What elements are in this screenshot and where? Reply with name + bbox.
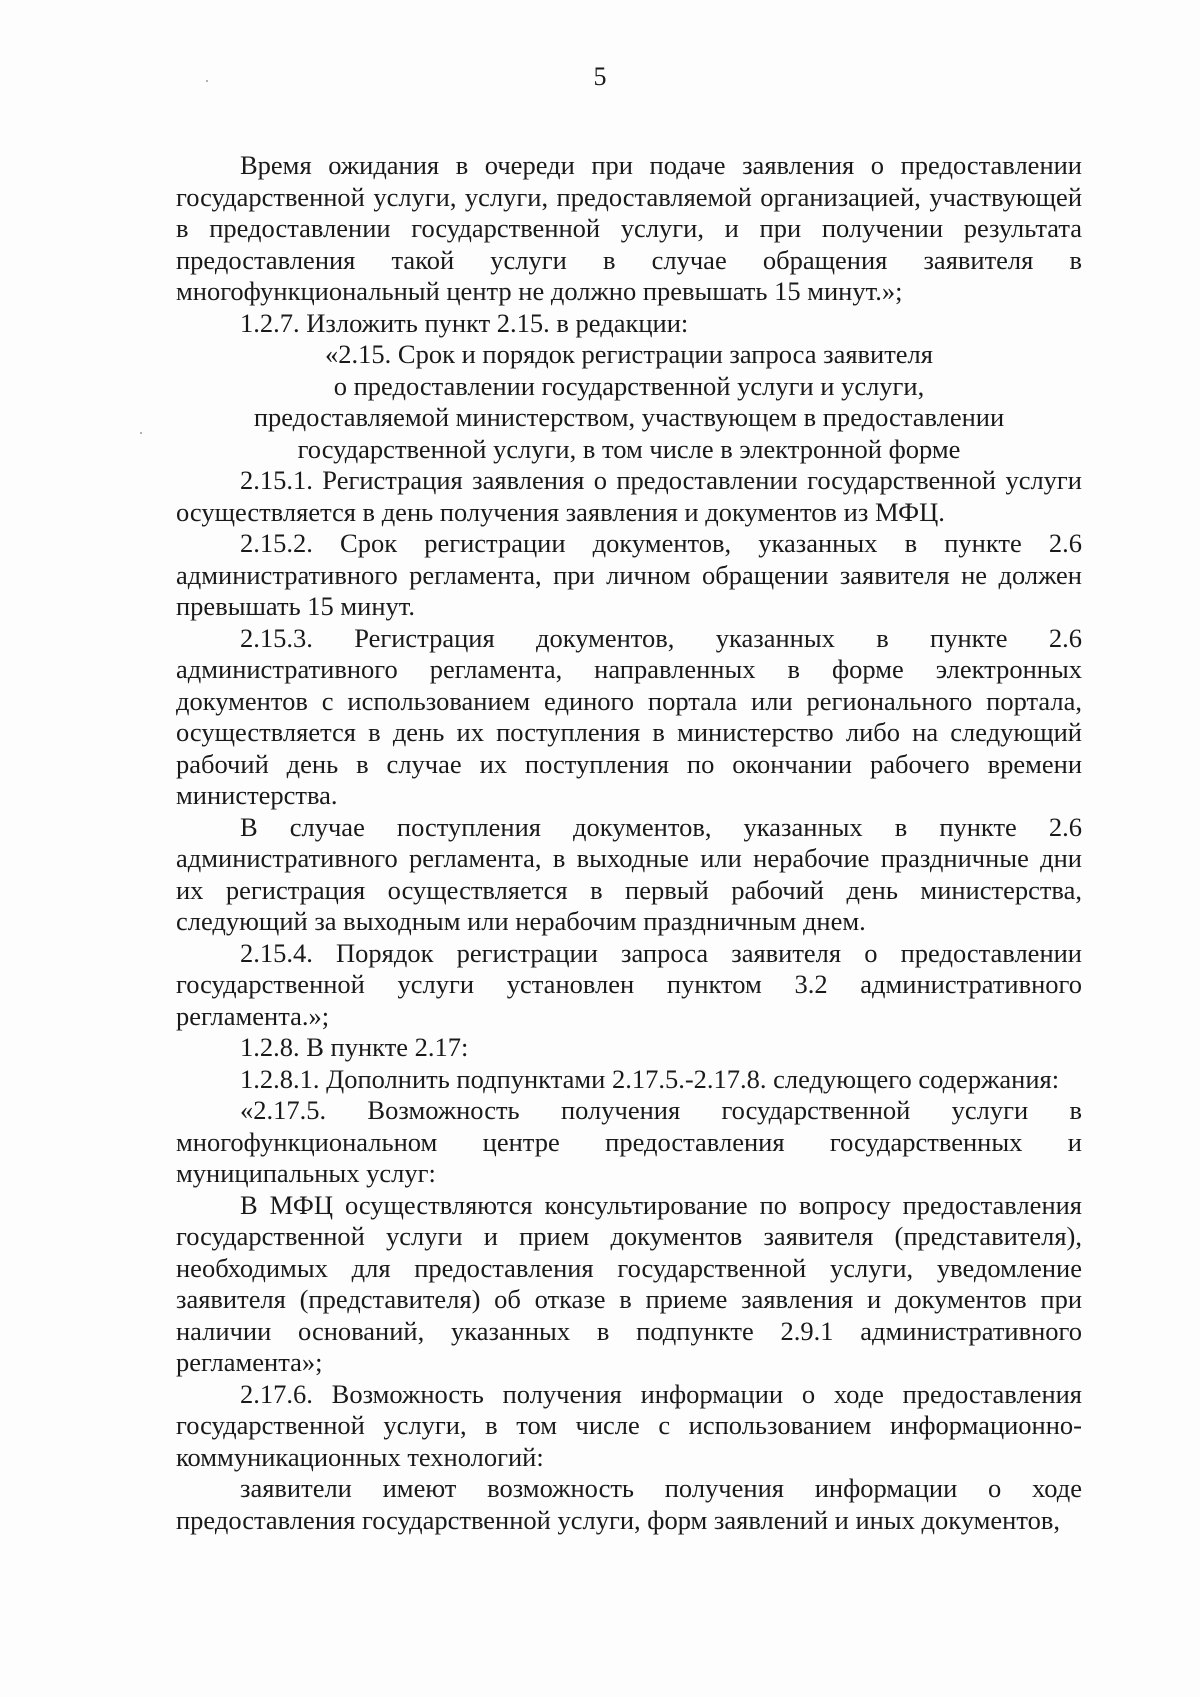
- paragraph: 2.15.3. Регистрация документов, указанных в пункте 2.6 административного регламента, направленных в форме электронных документов с использованием единого портала или регионального портала, осуществляется в день их поступления в министерство либо на следующий рабочий день в случае их поступления по окончании рабочего времени министерства.: [176, 622, 1082, 810]
- document-body: [176, 150, 1082, 1536]
- paragraph: 1.2.8.1. Дополнить подпунктами 2.17.5.-2.17.8. следующего содержания:: [240, 1063, 1060, 1094]
- scan-speck: [140, 432, 142, 434]
- paragraph: 2.15.1. Регистрация заявления о предоставлении государственной услуги осуществляется в день получения заявления и документов из МФЦ.: [176, 465, 1082, 527]
- paragraph: В МФЦ осуществляются консультирование по вопросу предоставления государственной услуги и прием документов заявителя (представителя), необходимых для предоставления государственной услуги, уведомление заявителя (представителя) об отказе в приеме заявления и документов при наличии оснований, указанных в подпункте 2.9.1 административного регламента»;: [176, 1189, 1082, 1377]
- paragraph: 1.2.7. Изложить пункт 2.15. в редакции:: [240, 307, 689, 338]
- paragraph: 2.15.2. Срок регистрации документов, указанных в пункте 2.6 административного регламента, при личном обращении заявителя не должен превышать 15 минут.: [176, 528, 1082, 621]
- page-number: 5: [593, 62, 607, 91]
- paragraph: 1.2.8. В пункте 2.17:: [240, 1032, 469, 1062]
- paragraph: 2.15.4. Порядок регистрации запроса заявителя о предоставлении государственной услуги установлен пунктом 3.2 административного регламента.»;: [176, 937, 1082, 1031]
- paragraph: В случае поступления документов, указанных в пункте 2.6 административного регламента, в выходные или нерабочие праздничные дни их регистрация осуществляется в первый рабочий день министерства, следующий за выходным или нерабочим праздничным днем.: [176, 811, 1082, 936]
- paragraph: заявители имеют возможность получения информации о ходе предоставления государственной услуги, форм заявлений и иных документов,: [176, 1473, 1082, 1535]
- paragraph: Время ожидания в очереди при подаче заявления о предоставлении государственной услуги, услуги, предоставляемой организацией, участвующей в предоставлении государственной услуги, и при получении результата предоставления такой услуги в случае обращения заявителя в многофункциональный центр не должно превышать 15 минут.»;: [176, 150, 1082, 306]
- section-heading-line: предоставляемой министерством, участвующем в предоставлении: [253, 402, 1005, 432]
- section-heading-line: о предоставлении государственной услуги и услуги,: [333, 370, 925, 401]
- section-heading-line: «2.15. Срок и порядок регистрации запроса заявителя: [325, 339, 933, 369]
- scan-speck: [206, 80, 208, 82]
- paragraph: «2.17.5. Возможность получения государственной услуги в многофункциональном центре предоставления государственных и муниципальных услуг:: [176, 1095, 1082, 1188]
- section-heading-line: государственной услуги, в том числе в электронной форме: [297, 433, 961, 464]
- paragraph: 2.17.6. Возможность получения информации о ходе предоставления государственной услуги, в том числе с использованием информационно-коммуникационных технологий:: [176, 1378, 1082, 1472]
